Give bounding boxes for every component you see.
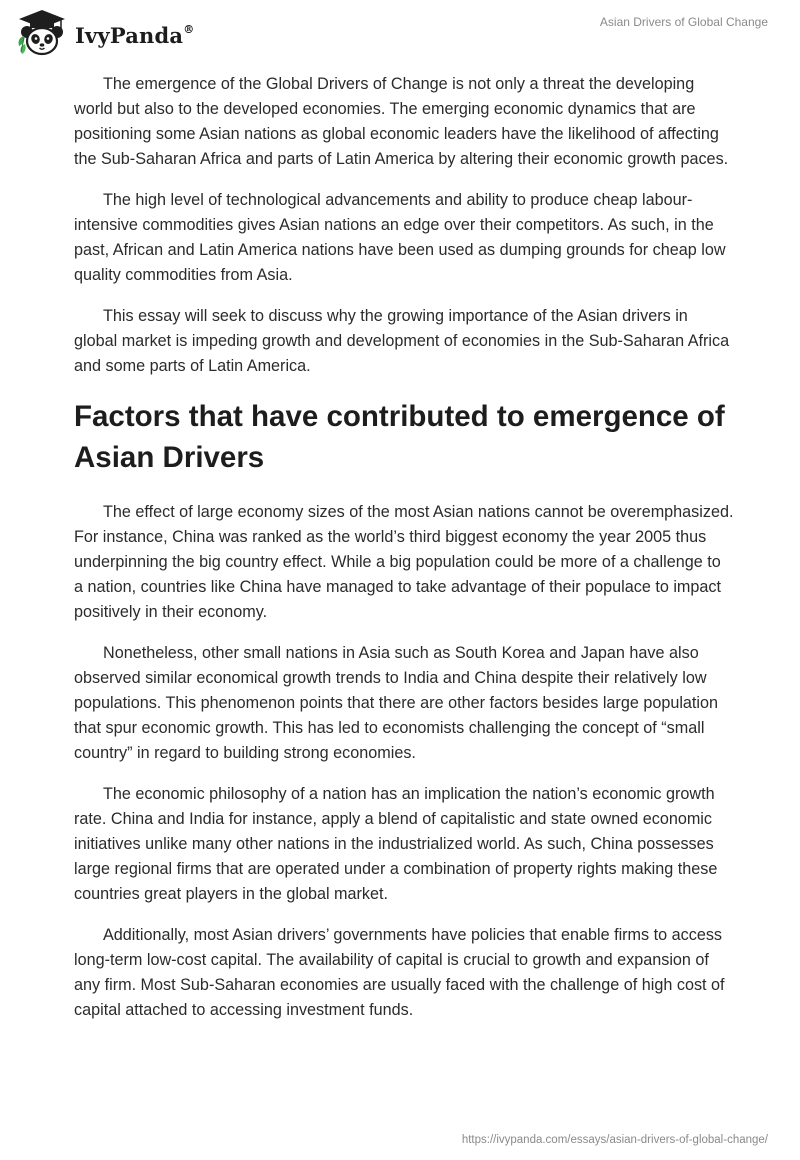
ivypanda-logo[interactable] [15,8,194,58]
document-title: Asian Drivers of Global Change [599,15,768,29]
page-header [0,0,800,64]
intro-paragraph-1: The emergence of the Global Drivers of Change is not only a threat the developing world but also to the developed economies. The emerging economic dynamics that are positioning some Asian nations as global economic leaders have the likelihood of affecting the Sub-Saharan Africa and parts of Latin America by altering their economic growth paces. [74,75,729,168]
section-heading: Factors that have contributed to emergence of Asian Drivers [74,400,725,474]
section-paragraph-3: The economic philosophy of a nation has an implication the nation’s economic growth rate. China and India for instance, apply a blend of capitalistic and state owned economic initiatives unlike many other nations in the industrialized world. As such, China possesses large regional firms that are operated under a combination of property rights making these countries great players in the global market. [74,785,718,903]
intro-paragraph-3: This essay will seek to discuss why the growing importance of the Asian drivers in global market is impeding growth and development of economies in the Sub-Saharan Africa and some parts of Latin America. [74,307,730,375]
intro-paragraph-2: The high level of technological advancements and ability to produce cheap labour-intensive commodities gives Asian nations an edge over their competitors. As such, in the past, African and Latin America nations have been used as dumping grounds for cheap low quality commodities from Asia. [74,191,726,284]
panda-graduate-icon [15,8,69,58]
section-paragraph-4: Additionally, most Asian drivers’ governments have policies that enable firms to access long-term low-cost capital. The availability of capital is crucial to growth and expansion of any firm. Most Sub-Saharan economies are usually faced with the challenge of high cost of capital attached to accessing investment funds. [74,926,725,1019]
article-body [74,72,734,1039]
brand-name: IvyPanda® [75,22,195,48]
section-paragraph-1: The effect of large economy sizes of the most Asian nations cannot be overemphasized. For instance, China was ranked as the world’s third biggest economy the year 2005 thus underpinning the big country effect. While a big population could be more of a challenge to a nation, countries like China have managed to take advantage of their populace to impact positively in their economy. [74,503,734,621]
section-paragraph-2: Nonetheless, other small nations in Asia such as South Korea and Japan have also observed similar economical growth trends to India and China despite their relatively low populations. This phenomenon points that there are other factors besides large population that spur economic growth. This has led to economists challenging the concept of “small country” in regard to building strong economies. [74,644,719,762]
source-url[interactable]: https://ivypanda.com/essays/asian-drivers-of-global-change/ [461,1134,768,1146]
